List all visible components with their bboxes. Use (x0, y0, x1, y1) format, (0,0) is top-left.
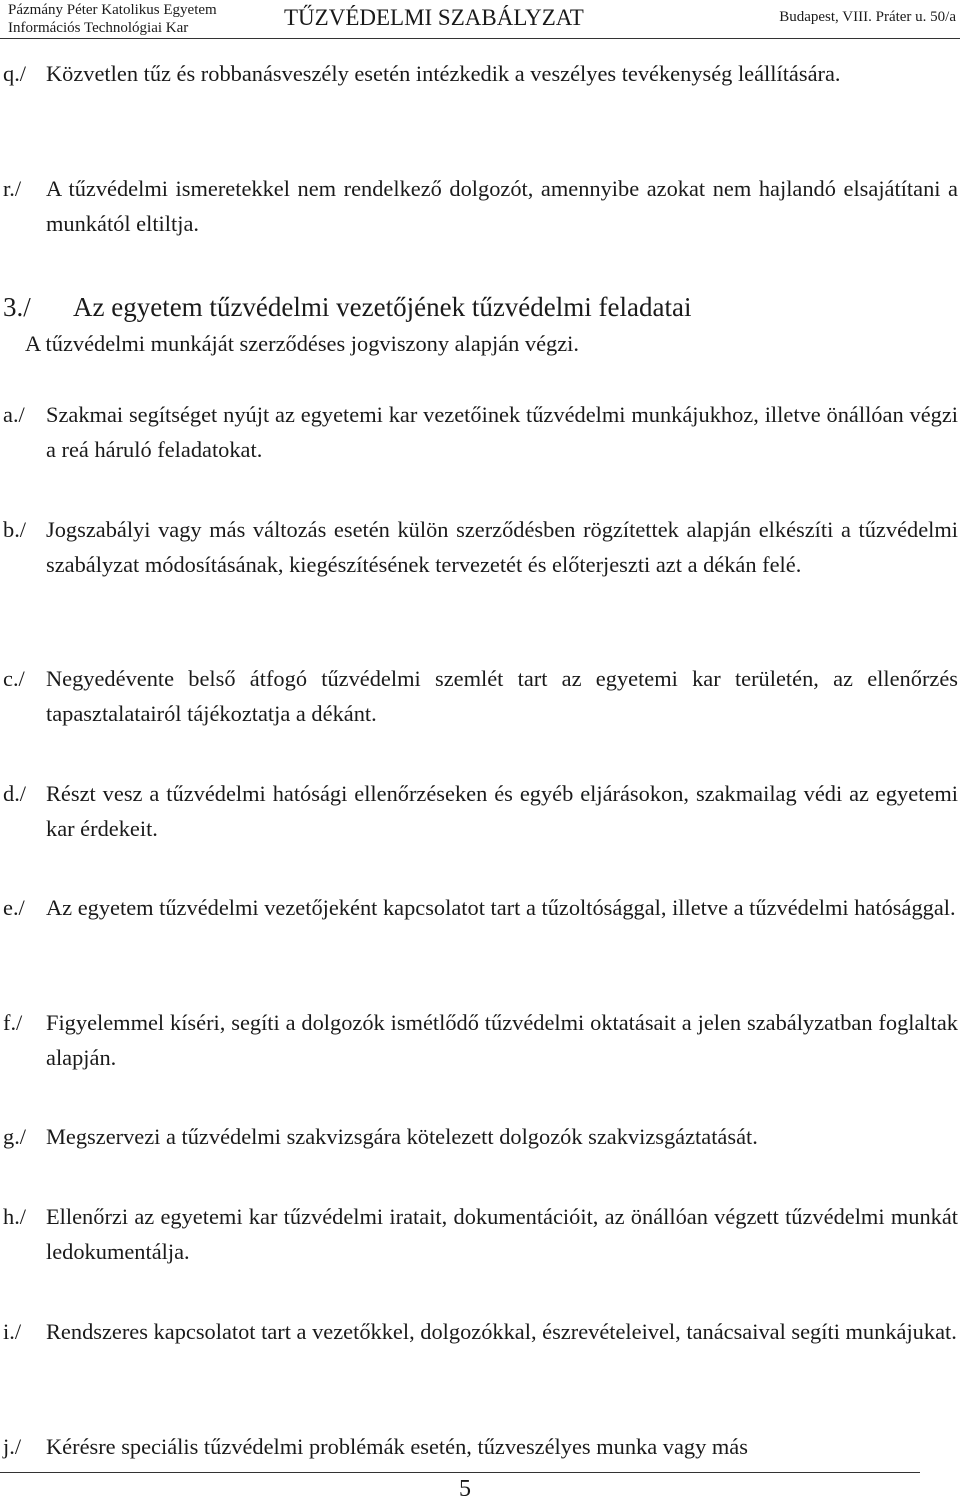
page-number: 5 (459, 1476, 471, 1502)
list-item-d (0, 777, 960, 846)
list-item-label: h./ (3, 1204, 27, 1229)
list-item-r (0, 172, 960, 241)
list-item-text: Megszervezi a tűzvédelmi szakvizsgára kötelezett dolgozók szakvizsgáztatását. (46, 1124, 758, 1149)
list-item-f (0, 1006, 960, 1075)
list-item-b (0, 513, 960, 582)
header-university: Pázmány Péter Katolikus Egyetem (8, 2, 217, 18)
list-item-a (0, 398, 960, 467)
list-item-label: f./ (3, 1010, 23, 1035)
list-item-c (0, 662, 960, 731)
list-item-text: Szakmai segítséget nyújt az egyetemi kar vezetőinek tűzvédelmi munkájukhoz, illetve önállóan végzi a reá háruló feladatokat. (46, 402, 958, 462)
list-item-i (0, 1315, 960, 1350)
list-item-label: d./ (3, 781, 27, 806)
list-item-text: Jogszabályi vagy más változás esetén külön szerződésben rögzítettek alapján elkészíti a tűzvédelmi szabályzat módosításának, kiegészítésének tervezetét és előterjeszti azt a dékán felé. (46, 517, 958, 577)
list-item-label: q./ (3, 61, 27, 86)
section-heading: Az egyetem tűzvédelmi vezetőjének tűzvédelmi feladatai (73, 292, 692, 322)
list-item-j (0, 1430, 960, 1465)
header-document-title: TŰZVÉDELMI SZABÁLYZAT (284, 5, 584, 30)
list-item-text: Részt vesz a tűzvédelmi hatósági ellenőrzéseken és egyéb eljárásokon, szakmailag védi az egyetemi kar érdekeit. (46, 781, 958, 841)
list-item-label: r./ (3, 176, 22, 201)
list-item-label: g./ (3, 1124, 27, 1149)
list-item-g (0, 1120, 960, 1155)
list-item-text: Figyelemmel kíséri, segíti a dolgozók ismétlődő tűzvédelmi oktatásait a jelen szabályzatban foglaltak alapján. (46, 1010, 958, 1070)
list-item-label: j./ (3, 1434, 22, 1459)
list-item-label: a./ (3, 402, 25, 427)
section-number: 3./ (3, 292, 31, 322)
page-header (0, 0, 960, 39)
list-item-e (0, 891, 960, 926)
list-item-label: i./ (3, 1319, 22, 1344)
header-faculty: Információs Technológiai Kar (8, 20, 189, 36)
header-address: Budapest, VIII. Práter u. 50/a (779, 9, 956, 25)
list-item-label: e./ (3, 895, 25, 920)
header-institution (8, 1, 217, 37)
list-item-text: Kérésre speciális tűzvédelmi problémák esetén, tűzveszélyes munka vagy más (46, 1434, 748, 1459)
list-item-text: Rendszeres kapcsolatot tart a vezetőkkel, dolgozókkal, észrevételeivel, tanácsaival segíti munkájukat. (46, 1319, 957, 1344)
list-item-text: Közvetlen tűz és robbanásveszély esetén intézkedik a veszélyes tevékenység leállítására. (46, 61, 841, 86)
footer-divider (0, 1472, 920, 1473)
section-subheading: A tűzvédelmi munkáját szerződéses jogviszony alapján végzi. (25, 331, 579, 356)
list-item-text: Negyedévente belső átfogó tűzvédelmi szemlét tart az egyetemi kar területén, az ellenőrzés tapasztalatairól tájékoztatja a dékánt. (46, 666, 958, 726)
list-item-label: b./ (3, 517, 27, 542)
list-item-text: Ellenőrzi az egyetemi kar tűzvédelmi iratait, dokumentációit, az önállóan végzett tűzvédelmi munkát ledokumentálja. (46, 1204, 958, 1264)
list-item-text: A tűzvédelmi ismeretekkel nem rendelkező dolgozót, amennyibe azokat nem hajlandó elsajátítani a munkától eltiltja. (46, 176, 958, 236)
list-item-label: c./ (3, 666, 25, 691)
list-item-text: Az egyetem tűzvédelmi vezetőjeként kapcsolatot tart a tűzoltósággal, illetve a tűzvédelmi hatósággal. (46, 895, 956, 920)
list-item-q (0, 57, 960, 92)
list-item-h (0, 1200, 960, 1269)
